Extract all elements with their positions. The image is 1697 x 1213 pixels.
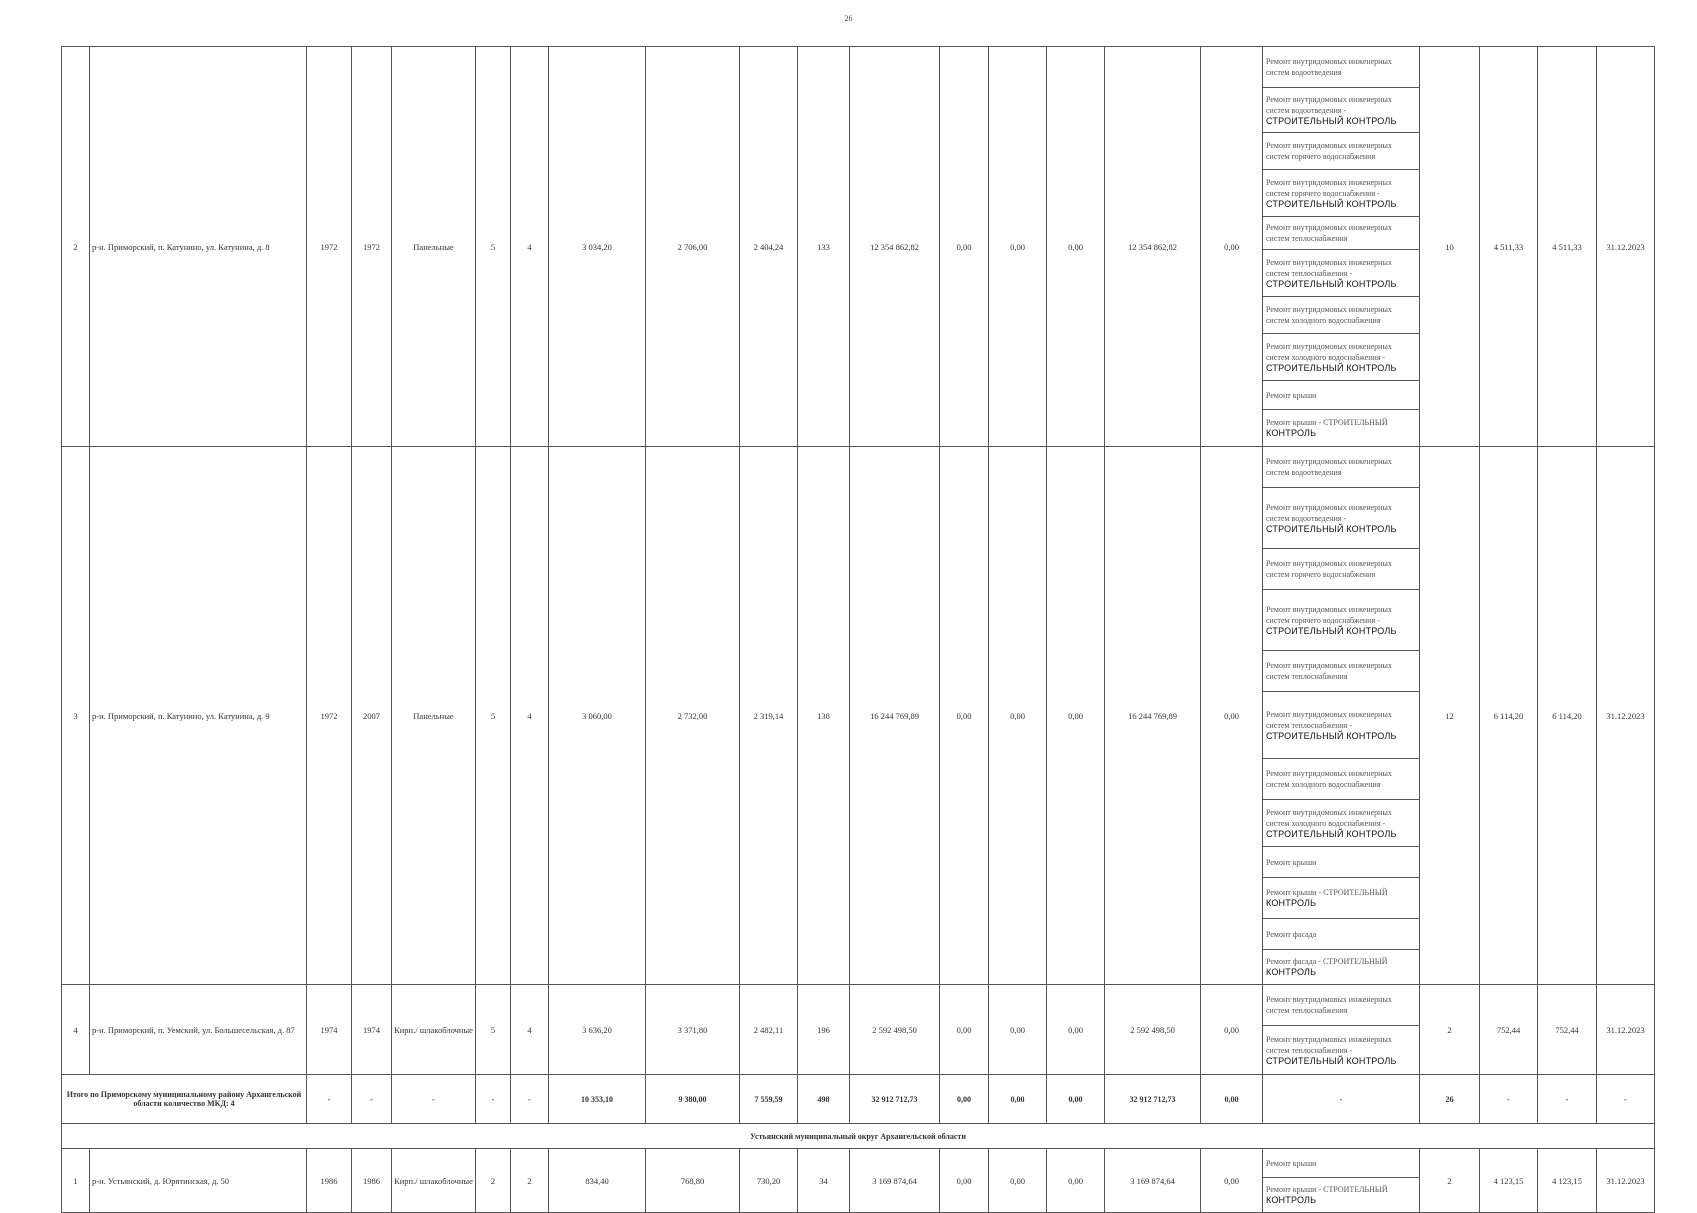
work-item-text: Ремонт внутридомовых инженерных систем водоотведения -	[1266, 502, 1392, 523]
floors: 2	[476, 1149, 511, 1213]
deadline: 31.12.2023	[1597, 985, 1655, 1075]
area-total: 3 034,20	[549, 47, 646, 447]
cost-municipal: 0,00	[1047, 985, 1105, 1075]
work-item	[1263, 1178, 1420, 1213]
wall-material: Кирп./ шлакоблочные	[392, 1149, 476, 1213]
work-item-text: Ремонт внутридомовых инженерных систем водоотведения	[1266, 457, 1392, 477]
total-area-premises: 9 380,00	[646, 1075, 740, 1124]
construction-control-label: СТРОИТЕЛЬНЫЙ КОНТРОЛЬ	[1266, 625, 1397, 636]
work-item-text: Ремонт внутридомовых инженерных систем горячего водоснабжения -	[1266, 177, 1392, 198]
entrances: 4	[511, 985, 549, 1075]
work-item-text: Ремонт внутридомовых инженерных систем водоотведения	[1266, 57, 1392, 77]
house-address: р-н. Приморский, п. Уемский, ул. Большесельская, д. 87	[90, 985, 307, 1075]
residents: 196	[798, 985, 850, 1075]
total-area-total: 10 353,10	[549, 1075, 646, 1124]
work-item-text: Ремонт внутридомовых инженерных систем горячего водоснабжения -	[1266, 604, 1392, 625]
area-premises: 2 706,00	[646, 47, 740, 447]
year-repair: 2007	[352, 447, 392, 985]
cost-other: 0,00	[1201, 47, 1263, 447]
work-item-text: Ремонт внутридомовых инженерных систем горячего водоснабжения	[1266, 559, 1392, 579]
area-residential: 2 319,14	[740, 447, 798, 985]
row-number: 2	[62, 47, 90, 447]
work-item	[1263, 847, 1420, 878]
work-item-text: Ремонт внутридомовых инженерных систем теплоснабжения	[1266, 223, 1392, 243]
unit-cost-limit: 752,44	[1538, 985, 1597, 1075]
work-item	[1263, 1149, 1420, 1178]
year-built: 1972	[307, 447, 352, 985]
total-cost-total: 32 912 712,73	[850, 1075, 940, 1124]
wall-material-dash: -	[392, 1075, 476, 1124]
wall-material: Кирп./ шлакоблочные	[392, 985, 476, 1075]
year-built: 1972	[307, 47, 352, 447]
cost-fund: 0,00	[940, 447, 989, 985]
work-item-text: Ремонт внутридомовых инженерных систем холодного водоснабжения	[1266, 769, 1392, 789]
floors: 5	[476, 447, 511, 985]
deadline: 31.12.2023	[1597, 47, 1655, 447]
total-label: Итого по Приморскому муниципальному району Архангельской области количество МКД: 4	[62, 1075, 307, 1124]
area-premises: 768,80	[646, 1149, 740, 1213]
house-address: р-н. Приморский, п. Катунино, ул. Катунина, д. 8	[90, 47, 307, 447]
construction-control-label: СТРОИТЕЛЬНЫЙ КОНТРОЛЬ	[1266, 115, 1397, 126]
entrances-dash: -	[511, 1075, 549, 1124]
work-item	[1263, 334, 1420, 381]
cost-other: 0,00	[1201, 447, 1263, 985]
work-item	[1263, 800, 1420, 847]
work-item	[1263, 950, 1420, 985]
cost-municipal: 0,00	[1047, 47, 1105, 447]
house-address: р-н. Приморский, п. Катунино, ул. Катунина, д. 9	[90, 447, 307, 985]
unit-cost-limit: 6 114,20	[1538, 447, 1597, 985]
year-repair: 1986	[352, 1149, 392, 1213]
total-works-count: 26	[1420, 1075, 1480, 1124]
construction-control-label: СТРОИТЕЛЬНЫЙ КОНТРОЛЬ	[1266, 198, 1397, 209]
year-repair-dash: -	[352, 1075, 392, 1124]
area-residential: 730,20	[740, 1149, 798, 1213]
cost-other: 0,00	[1201, 985, 1263, 1075]
works-count: 12	[1420, 447, 1480, 985]
work-item-text: Ремонт внутридомовых инженерных систем теплоснабжения	[1266, 995, 1392, 1015]
work-item	[1263, 170, 1420, 217]
total-cost-fund: 0,00	[940, 1075, 989, 1124]
work-item	[1263, 692, 1420, 759]
works-count: 2	[1420, 985, 1480, 1075]
work-item	[1263, 133, 1420, 170]
cost-fund: 0,00	[940, 47, 989, 447]
work-item	[1263, 88, 1420, 133]
area-total: 3 636,20	[549, 985, 646, 1075]
cost-owners: 12 354 862,82	[1105, 47, 1201, 447]
wall-material: Панельные	[392, 47, 476, 447]
work-item-text: Ремонт крыши - СТРОИТЕЛЬНЫЙ	[1266, 888, 1388, 897]
work-item-text: Ремонт внутридомовых инженерных систем холодного водоснабжения -	[1266, 341, 1392, 362]
area-total: 834,40	[549, 1149, 646, 1213]
construction-control-label: СТРОИТЕЛЬНЫЙ КОНТРОЛЬ	[1266, 362, 1397, 373]
residents: 138	[798, 447, 850, 985]
construction-control-label: КОНТРОЛЬ	[1266, 967, 1317, 977]
construction-control-label: СТРОИТЕЛЬНЫЙ КОНТРОЛЬ	[1266, 828, 1397, 839]
work-item	[1263, 410, 1420, 447]
work-item	[1263, 878, 1420, 919]
cost-region: 0,00	[989, 1149, 1047, 1213]
cost-municipal: 0,00	[1047, 447, 1105, 985]
deadline: 31.12.2023	[1597, 447, 1655, 985]
cost-municipal: 0,00	[1047, 1149, 1105, 1213]
year-repair: 1974	[352, 985, 392, 1075]
cost-region: 0,00	[989, 447, 1047, 985]
work-item-text: Ремонт крыши	[1266, 857, 1317, 867]
total-row	[62, 1075, 1655, 1124]
works-count: 10	[1420, 47, 1480, 447]
entrances: 2	[511, 1149, 549, 1213]
year-built: 1974	[307, 985, 352, 1075]
work-item	[1263, 488, 1420, 549]
unit-cost-limit: 4 123,15	[1538, 1149, 1597, 1213]
floors: 5	[476, 985, 511, 1075]
work-item	[1263, 651, 1420, 692]
region-title: Устьянский муниципальный округ Архангельской области	[62, 1124, 1655, 1149]
cost-region: 0,00	[989, 47, 1047, 447]
area-residential: 2 482,11	[740, 985, 798, 1075]
work-item	[1263, 985, 1420, 1026]
work-item	[1263, 250, 1420, 297]
work-item	[1263, 549, 1420, 590]
house-row	[62, 47, 1655, 88]
area-total: 3 060,00	[549, 447, 646, 985]
cost-other: 0,00	[1201, 1149, 1263, 1213]
area-premises: 2 732,00	[646, 447, 740, 985]
row-number: 1	[62, 1149, 90, 1213]
year-built: 1986	[307, 1149, 352, 1213]
cost-total: 3 169 874,64	[850, 1149, 940, 1213]
floors: 5	[476, 47, 511, 447]
total-cost-municipal: 0,00	[1047, 1075, 1105, 1124]
construction-control-label: СТРОИТЕЛЬНЫЙ КОНТРОЛЬ	[1266, 523, 1397, 534]
house-row	[62, 985, 1655, 1026]
house-address: р-н. Устьянский, д. Юрятинская, д. 50	[90, 1149, 307, 1213]
cost-total: 2 592 498,50	[850, 985, 940, 1075]
construction-control-label: КОНТРОЛЬ	[1266, 1195, 1317, 1205]
total-cost-region: 0,00	[989, 1075, 1047, 1124]
work-item-text: Ремонт крыши - СТРОИТЕЛЬНЫЙ	[1266, 418, 1388, 427]
deadline: 31.12.2023	[1597, 1149, 1655, 1213]
work-item-text: Ремонт внутридомовых инженерных систем горячего водоснабжения	[1266, 141, 1392, 161]
floors-dash: -	[476, 1075, 511, 1124]
entrances: 4	[511, 447, 549, 985]
work-item-text: Ремонт внутридомовых инженерных систем теплоснабжения -	[1266, 257, 1392, 278]
construction-control-label: КОНТРОЛЬ	[1266, 428, 1317, 438]
work-item-text: Ремонт внутридомовых инженерных систем теплоснабжения -	[1266, 709, 1392, 730]
construction-control-label: СТРОИТЕЛЬНЫЙ КОНТРОЛЬ	[1266, 730, 1397, 741]
work-item	[1263, 297, 1420, 334]
page-number: 26	[844, 14, 853, 23]
work-item	[1263, 1026, 1420, 1075]
work-item-text: Ремонт крыши - СТРОИТЕЛЬНЫЙ	[1266, 1185, 1388, 1194]
wall-material: Панельные	[392, 447, 476, 985]
work-item-text: Ремонт внутридомовых инженерных систем теплоснабжения	[1266, 661, 1392, 681]
work-item	[1263, 447, 1420, 488]
work-item-text: Ремонт фасада	[1266, 929, 1317, 939]
entrances: 4	[511, 47, 549, 447]
area-premises: 3 371,80	[646, 985, 740, 1075]
work-item-text: Ремонт внутридомовых инженерных систем теплоснабжения -	[1266, 1034, 1392, 1055]
construction-control-label: КОНТРОЛЬ	[1266, 898, 1317, 908]
total-cost-other: 0,00	[1201, 1075, 1263, 1124]
unit-cost-limit: 4 511,33	[1538, 47, 1597, 447]
total-residents: 498	[798, 1075, 850, 1124]
work-item	[1263, 590, 1420, 651]
unit-cost: 6 114,20	[1480, 447, 1538, 985]
cost-total: 16 244 769,89	[850, 447, 940, 985]
repair-program-table	[61, 46, 1655, 1213]
cost-region: 0,00	[989, 985, 1047, 1075]
total-unit-cost-limit-dash: -	[1538, 1075, 1597, 1124]
cost-owners: 16 244 769,89	[1105, 447, 1201, 985]
unit-cost: 752,44	[1480, 985, 1538, 1075]
house-row	[62, 1149, 1655, 1178]
work-item-text: Ремонт крыши	[1266, 1158, 1317, 1168]
year-built-dash: -	[307, 1075, 352, 1124]
unit-cost: 4 123,15	[1480, 1149, 1538, 1213]
construction-control-label: СТРОИТЕЛЬНЫЙ КОНТРОЛЬ	[1266, 1055, 1397, 1066]
residents: 34	[798, 1149, 850, 1213]
row-number: 3	[62, 447, 90, 985]
row-number: 4	[62, 985, 90, 1075]
work-item-text: Ремонт внутридомовых инженерных систем холодного водоснабжения -	[1266, 807, 1392, 828]
cost-total: 12 354 862,82	[850, 47, 940, 447]
cost-fund: 0,00	[940, 1149, 989, 1213]
work-item-text: Ремонт крыши	[1266, 390, 1317, 400]
residents: 133	[798, 47, 850, 447]
construction-control-label: СТРОИТЕЛЬНЫЙ КОНТРОЛЬ	[1266, 278, 1397, 289]
cost-fund: 0,00	[940, 985, 989, 1075]
work-item	[1263, 47, 1420, 88]
work-item	[1263, 381, 1420, 410]
work-item	[1263, 217, 1420, 250]
works-count: 2	[1420, 1149, 1480, 1213]
area-residential: 2 404,24	[740, 47, 798, 447]
work-item-text: Ремонт фасада - СТРОИТЕЛЬНЫЙ	[1266, 957, 1388, 966]
cost-owners: 2 592 498,50	[1105, 985, 1201, 1075]
total-area-residential: 7 559,59	[740, 1075, 798, 1124]
work-item-text: Ремонт внутридомовых инженерных систем холодного водоснабжения	[1266, 305, 1392, 325]
total-deadline-dash: -	[1597, 1075, 1655, 1124]
work-item-text: Ремонт внутридомовых инженерных систем водоотведения -	[1266, 94, 1392, 115]
total-unit-cost-dash: -	[1480, 1075, 1538, 1124]
cost-owners: 3 169 874,64	[1105, 1149, 1201, 1213]
unit-cost: 4 511,33	[1480, 47, 1538, 447]
year-repair: 1972	[352, 47, 392, 447]
total-works-dash: -	[1263, 1075, 1420, 1124]
region-header-row	[62, 1124, 1655, 1149]
work-item	[1263, 759, 1420, 800]
house-row	[62, 447, 1655, 488]
total-cost-owners: 32 912 712,73	[1105, 1075, 1201, 1124]
work-item	[1263, 919, 1420, 950]
